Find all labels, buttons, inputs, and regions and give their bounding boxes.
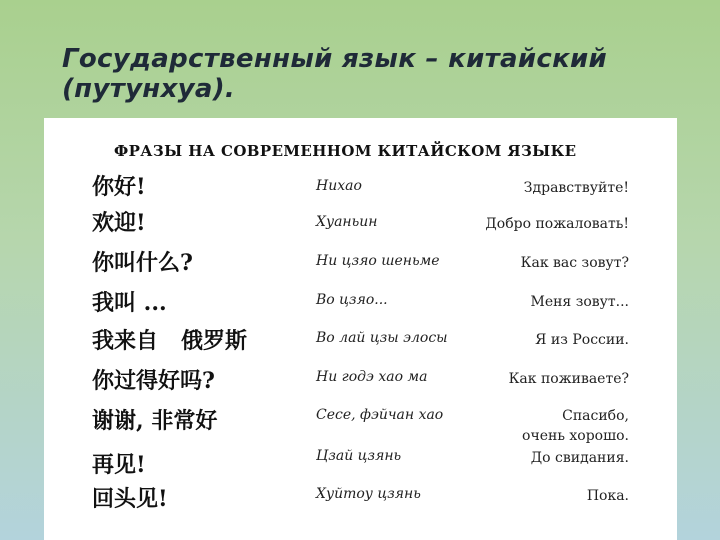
phrase-russian: Я из России. bbox=[535, 332, 629, 348]
slide-title-line-2: (путунхуа). bbox=[62, 74, 236, 104]
card-heading: ФРАЗЫ НА СОВРЕМЕННОМ КИТАЙСКОМ ЯЗЫКЕ bbox=[114, 142, 577, 160]
phrase-transliteration: Цзай цзянь bbox=[316, 448, 402, 464]
phrase-transliteration: Во лай цзы элосы bbox=[316, 330, 448, 346]
phrase-russian: Как поживаете? bbox=[508, 371, 629, 387]
phrase-russian: Здравствуйте! bbox=[523, 180, 629, 196]
phrase-card-image bbox=[44, 118, 677, 540]
phrase-transliteration: Хуйтоу цзянь bbox=[316, 486, 421, 502]
slide-title-line-1: Государственный язык – китайский bbox=[62, 44, 608, 74]
phrase-transliteration: Ни годэ хао ма bbox=[316, 369, 428, 385]
phrase-chinese: 我来自 俄罗斯 bbox=[92, 328, 247, 354]
phrase-transliteration: Нихао bbox=[316, 178, 362, 194]
phrase-chinese: 回头见! bbox=[92, 486, 168, 512]
phrase-russian: Спасибо, очень хорошо. bbox=[522, 408, 629, 444]
phrase-russian: Добро пожаловать! bbox=[485, 216, 629, 232]
phrase-russian: Пока. bbox=[586, 488, 629, 504]
phrase-chinese: 欢迎! bbox=[92, 210, 146, 236]
phrase-transliteration: Хуаньин bbox=[316, 214, 378, 230]
phrase-chinese: 再见! bbox=[92, 452, 146, 478]
phrase-russian: Как вас зовут? bbox=[520, 255, 629, 271]
phrase-russian: Меня зовут... bbox=[530, 294, 629, 310]
phrase-chinese: 你叫什么? bbox=[92, 250, 193, 276]
phrase-russian: До свидания. bbox=[530, 450, 629, 466]
phrase-chinese: 你好! bbox=[92, 174, 146, 200]
slide-title bbox=[62, 44, 682, 104]
phrase-chinese: 我叫 ... bbox=[92, 290, 167, 316]
phrase-chinese: 谢谢, 非常好 bbox=[92, 408, 218, 434]
phrase-transliteration: Ни цзяо шеньме bbox=[316, 253, 440, 269]
phrase-chinese: 你过得好吗? bbox=[92, 368, 215, 394]
phrase-transliteration: Сесе, фэйчан хао bbox=[316, 407, 444, 423]
phrase-transliteration: Во цзяо... bbox=[316, 292, 388, 308]
